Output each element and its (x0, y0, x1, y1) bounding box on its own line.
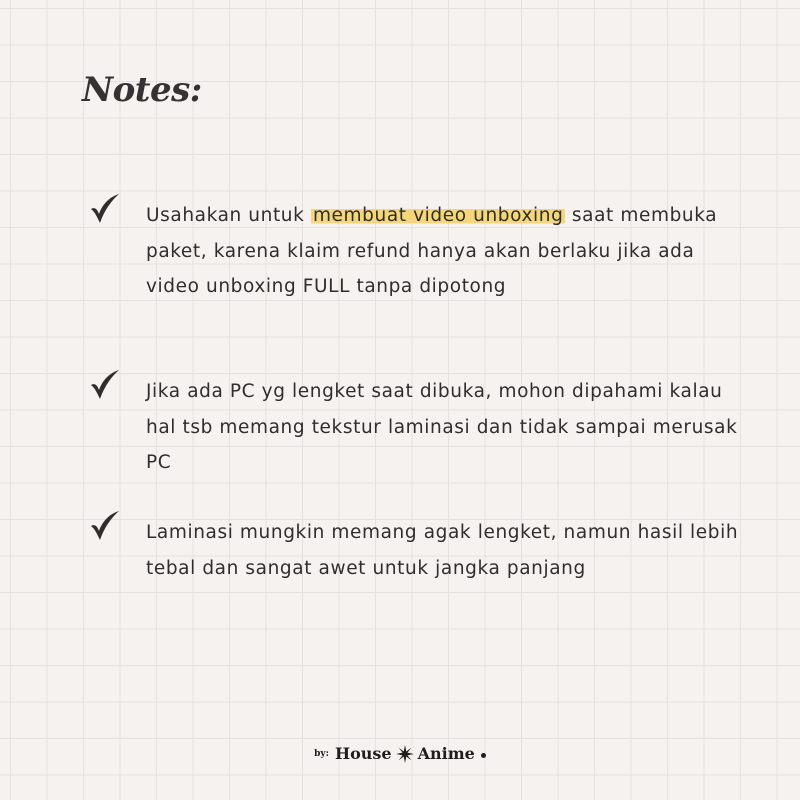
checkmark-icon (88, 368, 122, 402)
note-item-3 (88, 515, 748, 586)
note-text: Laminasi mungkin memang agak lengket, namun hasil lebih tebal dan sangat awet untuk jangka panjang (146, 522, 739, 579)
star-icon (396, 745, 414, 763)
checkmark-icon (88, 192, 122, 226)
note-text: Jika ada PC yg lengket saat dibuka, mohon dipahami kalau hal tsb memang tekstur laminasi dan tidak sampai merusak PC (146, 381, 738, 473)
footer-brand-left: House (335, 744, 392, 763)
footer-brand-right: Anime (417, 744, 475, 763)
page-title: Notes: (82, 70, 202, 110)
note-text (146, 198, 748, 305)
note-text-end: saat membuka paket, karena klaim refund hanya akan berlaku jika ada video unboxing FULL tanpa dipotong (146, 205, 718, 297)
note-item-1 (88, 198, 748, 305)
note-item-2 (88, 374, 748, 481)
highlighted-text: membuat video unboxing (312, 205, 564, 226)
footer-prefix: by: (314, 748, 329, 759)
checkmark-icon (88, 509, 122, 543)
footer-credit (0, 744, 800, 763)
footer-dot (481, 753, 486, 758)
note-text-start: Usahakan untuk (146, 205, 311, 226)
